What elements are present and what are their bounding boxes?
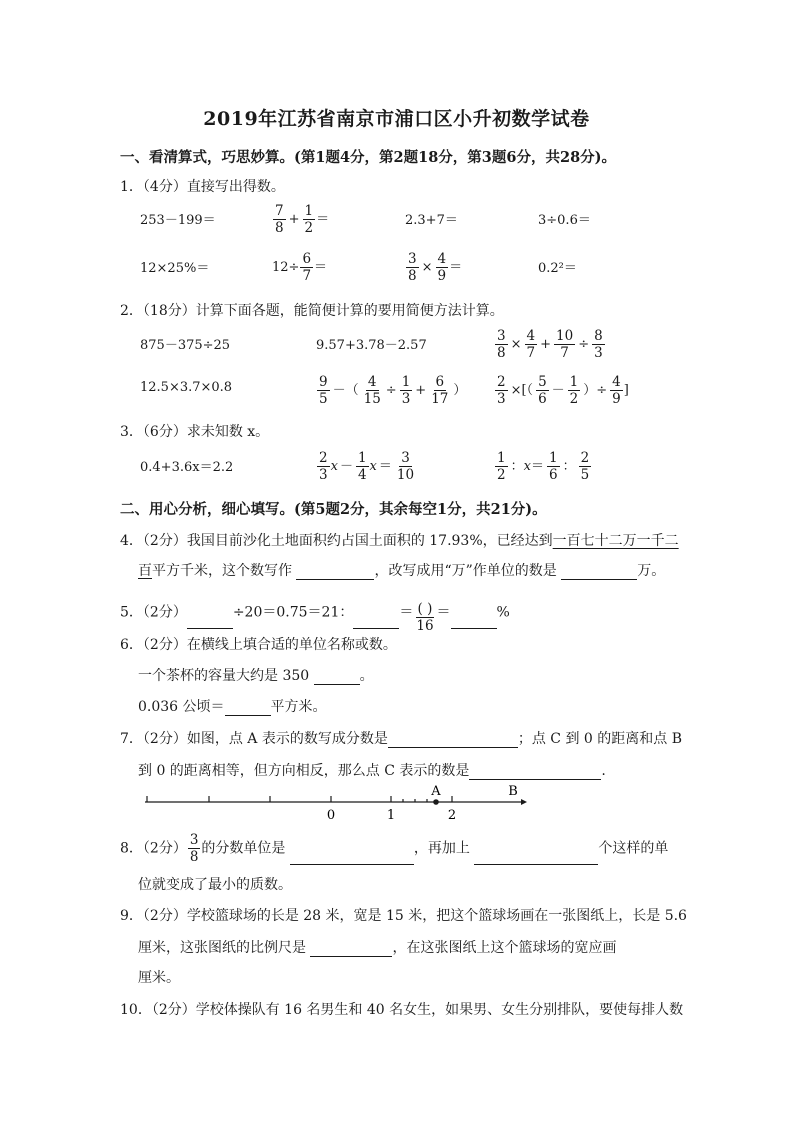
fraction: $\frac{7}{8}$ <box>275 203 284 236</box>
answer-blank[interactable] <box>296 565 374 580</box>
fraction: $\frac{1}{2}$ <box>304 203 314 236</box>
q8-line1: 8．（2分） $\frac{3}{8}$ 的分数单位是 ，再加上 个这样的单 <box>120 832 669 865</box>
answer-blank[interactable] <box>474 850 598 865</box>
q9-line3: 厘米。 <box>138 970 180 986</box>
q2-a: 875－375÷25 <box>140 338 231 353</box>
answer-blank[interactable] <box>353 614 399 629</box>
q1-b: $\frac{7}{8}$ + $\frac{1}{2}$ ＝ <box>275 203 330 236</box>
q2-d: 12.5×3.7×0.8 <box>140 380 233 395</box>
answer-blank[interactable] <box>451 614 497 629</box>
answer-blank[interactable] <box>388 733 518 748</box>
point-a-label: A <box>431 784 441 799</box>
tick-label-0: 0 <box>326 808 336 822</box>
fraction: $\frac{3}{8}$ <box>189 832 199 865</box>
fraction: $\frac{3}{8}$ <box>408 251 417 284</box>
q1-d: 3÷0.6＝ <box>538 213 591 228</box>
q2-stem: 2．（18分）计算下面各题，能简便计算的要用简便方法计算。 <box>120 303 504 319</box>
q2-b: 9.57+3.78－2.57 <box>316 338 427 353</box>
fraction: $\frac{( )}{16}$ <box>416 601 434 634</box>
fraction: $\frac{4}{9}$ <box>437 251 447 284</box>
exam-title: 2019年江苏省南京市浦口区小升初数学试卷 <box>203 108 590 130</box>
q5-line: 5．（2分） ÷20＝0.75＝21： ＝ $\frac{( )}{16}$ ＝ % <box>120 601 510 634</box>
answer-blank[interactable] <box>469 765 601 780</box>
answer-blank[interactable] <box>290 850 414 865</box>
q7-line2: 到 0 的距离相等，但方向相反，那么点 C 表示的数是 . <box>138 763 606 779</box>
tick-label-2: 2 <box>447 808 457 822</box>
q4-line2: 百平方千米，这个数写作 ，改写成用“万”作单位的数是 万。 <box>138 563 666 579</box>
q9-line2: 厘米，这张图纸的比例尺是 ，在这张图纸上这个篮球场的宽应画 <box>138 940 617 956</box>
q10-line1: 10．（2分）学校体操队有 16 名男生和 40 名女生，如果男、女生分别排队，要使每排人数 <box>120 1002 684 1018</box>
answer-blank[interactable] <box>314 670 360 685</box>
point-a-marker <box>433 799 439 805</box>
q6-line1: 一个茶杯的容量大约是 350 。 <box>138 668 374 684</box>
q2-f: $\frac{2}{3}$ ×[（ $\frac{5}{6}$ － $\frac{1}{2}$ ）÷ $\frac{4}{9}$ ] <box>497 374 629 407</box>
q1-stem: 1．（4分）直接写出得数。 <box>120 179 285 195</box>
q4-line1: 4．（2分）我国目前沙化土地面积约占国土面积的 17.93%，已经达到一百七十二万一千二 <box>120 533 679 549</box>
answer-blank[interactable] <box>310 942 392 957</box>
section-2-heading: 二、用心分析，细心填写。(第5题2分，其余每空1分，共21分)。 <box>120 501 547 518</box>
q6-line2: 0.036 公顷＝ 平方米。 <box>138 699 327 715</box>
q1-h: 0.2²＝ <box>538 261 577 276</box>
q7-line1: 7．（2分）如图，点 A 表示的数写成分数是 ；点 C 到 0 的距离和点 B <box>120 731 682 747</box>
q3-c: $\frac{1}{2}$ ：x＝ $\frac{1}{6}$ ： $\frac{2}{5}$ <box>497 450 590 483</box>
answer-blank[interactable] <box>561 565 637 580</box>
q1-c: 2.3+7＝ <box>405 213 458 228</box>
answer-blank[interactable] <box>225 701 271 716</box>
q2-c: $\frac{3}{8}$ × $\frac{4}{7}$ + $\frac{10}{7}$ ÷ $\frac{8}{3}$ <box>497 328 603 361</box>
q1-f: 12÷ $\frac{6}{7}$ ＝ <box>272 251 328 284</box>
q3-a: 0.4+3.6x＝2.2 <box>140 460 234 475</box>
q3-stem: 3．（6分）求未知数 x。 <box>120 424 270 440</box>
number-line <box>135 782 535 822</box>
q8-line2: 位就变成了最小的质数。 <box>138 877 292 893</box>
point-b-label: B <box>508 784 518 799</box>
q1-a: 253－199＝ <box>140 213 216 228</box>
section-1-heading: 一、看清算式，巧思妙算。(第1题4分，第2题18分，第3题6分，共28分)。 <box>120 149 617 166</box>
fraction: $\frac{6}{7}$ <box>302 251 312 284</box>
q3-b: $\frac{2}{3}$ x － $\frac{1}{4}$ x ＝ $\frac{3}{10}$ <box>319 450 415 483</box>
q9-line1: 9．（2分）学校篮球场的长是 28 米，宽是 15 米，把这个篮球场画在一张图纸上，长是 5.6 <box>120 908 687 924</box>
answer-blank[interactable] <box>187 614 233 629</box>
q2-e: $\frac{9}{5}$ －（ $\frac{4}{15}$ ÷ $\frac{1}{3}$ + $\frac{6}{17}$ ） <box>319 374 467 407</box>
q1-g: $\frac{3}{8}$ × $\frac{4}{9}$ ＝ <box>408 251 463 284</box>
q6-stem: 6．（2分）在横线上填合适的单位名称或数。 <box>120 637 397 653</box>
tick-label-1: 1 <box>386 808 396 822</box>
q1-e: 12×25%＝ <box>140 261 210 276</box>
